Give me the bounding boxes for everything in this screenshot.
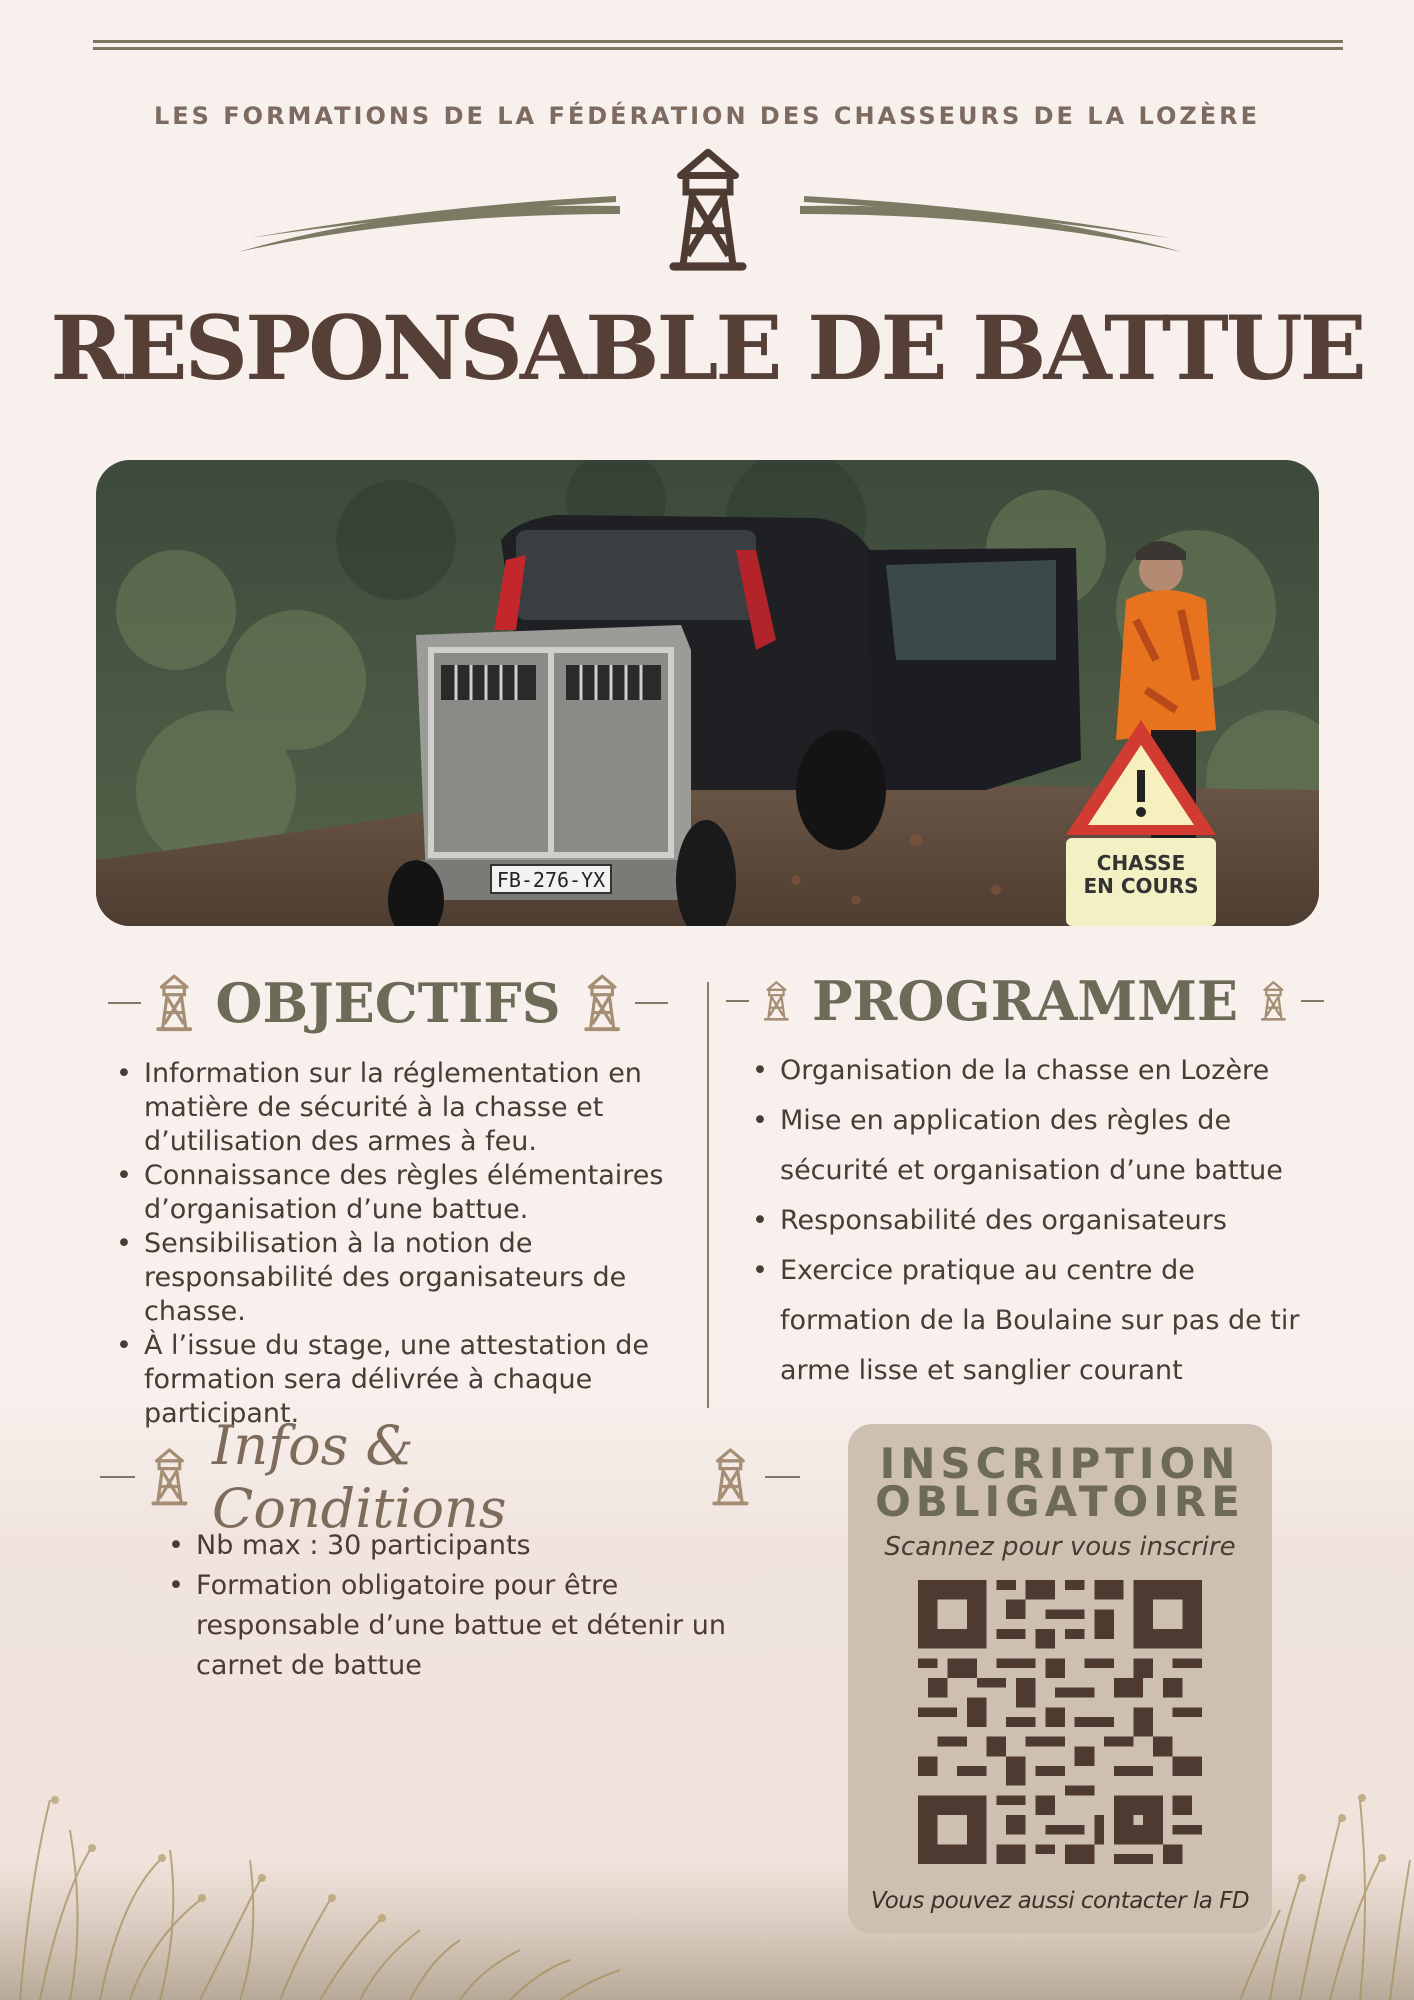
heading-dash	[1301, 1000, 1324, 1002]
list-item: • À l’issue du stage, une attestation de formation sera délivrée à chaque participant.	[112, 1329, 682, 1431]
programme-list	[748, 1046, 1328, 1396]
list-item: • Nb max : 30 participants	[164, 1526, 754, 1566]
list-item: • Information sur la réglementation en matière de sécurité à la chasse et d’utilisation des armes à feu.	[112, 1057, 682, 1159]
watchtower-icon	[660, 148, 756, 272]
watchtower-icon	[149, 1448, 190, 1506]
heading-dash	[726, 1000, 749, 1002]
programme-title: PROGRAMME	[811, 969, 1239, 1033]
scan-caption: Scannez pour vous inscrire	[884, 1532, 1236, 1562]
subtitle: LES FORMATIONS DE LA FÉDÉRATION DES CHASSEURS DE LA LOZÈRE	[153, 102, 1261, 130]
qr-code[interactable]	[918, 1580, 1202, 1864]
list-item: • Responsabilité des organisateurs	[748, 1196, 1328, 1246]
infos-heading	[100, 1414, 800, 1540]
sign-line1: CHASSE	[1096, 851, 1186, 875]
heading-dash	[100, 1476, 135, 1478]
list-item: • Mise en application des règles de sécurité et organisation d’une battue	[748, 1096, 1328, 1196]
objectifs-title: OBJECTIFS	[215, 971, 561, 1035]
list-item: • Sensibilisation à la notion de responsabilité des organisateurs de chasse.	[112, 1227, 682, 1329]
watchtower-icon	[710, 1448, 751, 1506]
objectifs-heading	[108, 968, 668, 1038]
hero-photo	[96, 460, 1319, 926]
contact-caption: Vous pouvez aussi contacter la FD	[870, 1888, 1250, 1914]
top-rule	[93, 40, 1343, 52]
infos-title: Infos & Conditions	[212, 1414, 507, 1540]
list-item: • Exercice pratique au centre de formation de la Boulaine sur pas de tir arme lisse et sanglier courant	[748, 1246, 1328, 1396]
page-title: RESPONSABLE DE BATTUE	[50, 296, 1364, 400]
programme-heading	[726, 966, 1324, 1036]
inscription-card	[848, 1424, 1272, 1934]
sign-line2: EN COURS	[1083, 874, 1199, 898]
heading-dash	[635, 1002, 668, 1004]
infos-list	[164, 1526, 754, 1686]
list-item: • Formation obligatoire pour être responsable d’une battue et détenir un carnet de battue	[164, 1566, 754, 1686]
inscription-title-line2: OBLIGATOIRE	[875, 1477, 1245, 1526]
watchtower-icon	[763, 972, 790, 1030]
plate-text: FB-276-YX	[496, 868, 606, 892]
inscription-title-line1: INSCRIPTION	[879, 1439, 1241, 1488]
watchtower-icon	[155, 974, 193, 1032]
list-item: • Organisation de la chasse en Lozère	[748, 1046, 1328, 1096]
watchtower-icon	[583, 974, 621, 1032]
watchtower-icon	[1260, 972, 1287, 1030]
heading-dash	[108, 1002, 141, 1004]
list-item: • Connaissance des règles élémentaires d’organisation d’une battue.	[112, 1159, 682, 1227]
objectifs-list	[112, 1057, 682, 1431]
heading-dash	[765, 1476, 800, 1478]
column-divider	[707, 982, 709, 1408]
